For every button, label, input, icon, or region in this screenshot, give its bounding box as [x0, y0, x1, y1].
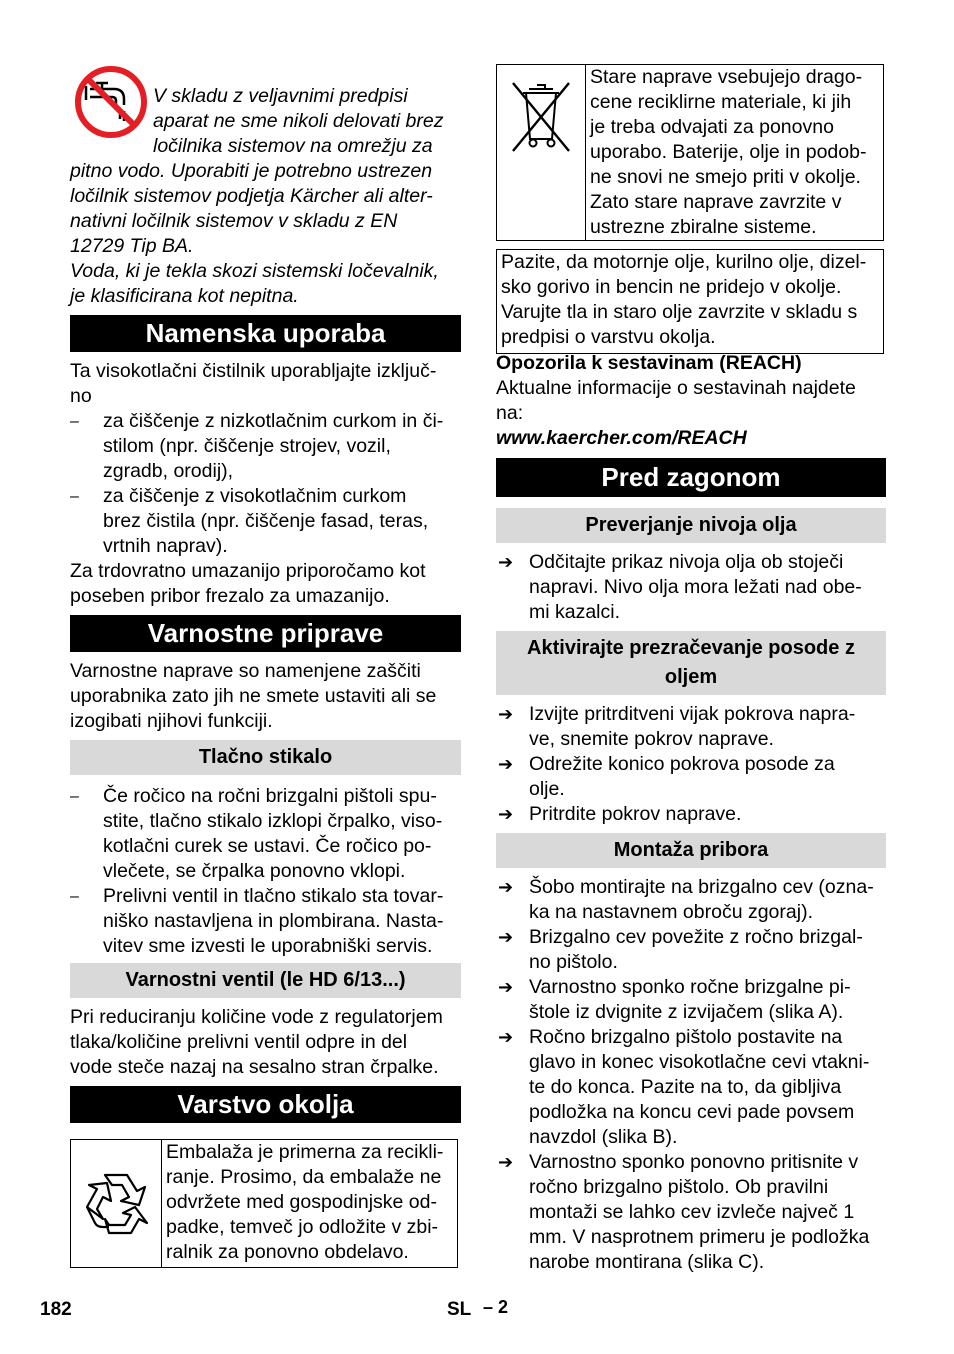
oil-check-list — [496, 550, 886, 625]
section-title: Varstvo okolja — [70, 1086, 461, 1123]
arrow-icon: ➔ — [498, 804, 514, 824]
arrow-icon: ➔ — [498, 1027, 514, 1047]
intro-text-short: V skladu z veljavnimi predpisi aparat ne sme nikoli delovati brez ločilnika sistemov na omrežju za — [153, 85, 444, 157]
reach-title: Opozorila k sestavinam (REACH) — [496, 352, 802, 374]
list-item: ➔ Brizgalno cev povežite z ročno brizgal- no pištolo. — [498, 926, 863, 973]
list-item: ➔ Pritrdite pokrov naprave. — [498, 803, 742, 825]
venting-list — [496, 702, 886, 827]
crossed-bin-icon — [497, 65, 586, 240]
list-item: ➔ Odčitajte prikaz nivoja olja ob stoječi napravi. Nivo olja mora ležati nad obe- mi kazalci. — [498, 551, 862, 623]
section-reach: Opozorila k sestavinam (REACH) Aktualne informacije o sestavinah najdete na: www.kaercher.com/REACH — [496, 351, 886, 451]
section-okolje — [70, 1086, 461, 1268]
section-olje — [496, 508, 886, 625]
pressure-switch-list — [70, 784, 461, 959]
section-title: Varnostne priprave — [70, 615, 461, 652]
recycle-icon — [71, 1140, 162, 1267]
language-code: SL — [447, 1299, 472, 1320]
list-item: ➔ Varnostno sponko ponovno pritisnite v ročno brizgalno pištolo. Ob pravilni montaži se lahko cev izvleče največ 1 mm. V nasprotnem primeru je podložka narobe montirana (slika C). — [498, 1151, 870, 1273]
section-varnostne: Varnostne priprave Varnostne naprave so namenjene zaščiti uporabnika zato jih ne smete ustaviti ali se izogibati njihovi funkciji. — [70, 615, 461, 734]
page-number: 182 — [40, 1299, 72, 1320]
list-item: ➔ Varnostno sponko ročne brizgalne pi- štole iz dvignite z izvijačem (slika A). — [498, 976, 851, 1023]
page-sub-number: – 2 — [483, 1297, 509, 1317]
list-item: – Prelivni ventil in tlačno stikalo sta tovar- niško nastavljena in plombirana. Nasta- vitev sme izvesti le uporabniški servis. — [70, 884, 461, 959]
arrow-icon: ➔ — [498, 977, 514, 997]
section-prezracevanje — [496, 631, 886, 827]
arrow-icon: ➔ — [498, 1152, 514, 1172]
subsection-title: Varnostni ventil (le HD 6/13...) — [70, 963, 461, 998]
arrow-icon: ➔ — [498, 754, 514, 774]
subsection-title: Aktivirajte prezračevanje posode z oljem — [496, 631, 886, 695]
section-tlacno — [70, 740, 461, 959]
list-item: – za čiščenje z visokotlačnim curkom brez čistila (npr. čiščenje fasad, teras, vrtnih naprav). — [70, 484, 461, 559]
list-item: – za čiščenje z nizkotlačnim curkom in či- stilom (npr. čiščenje strojev, vozil, zgradb, orodij), — [70, 409, 461, 484]
section-montaza — [496, 833, 886, 1275]
no-drinking-water-icon — [74, 65, 148, 139]
subsection-title: Tlačno stikalo — [70, 740, 461, 775]
section-ventil: Varnostni ventil (le HD 6/13...) Pri reduciranju količine vode z regulatorjem tlaka/količine prelivni ventil odpre in del vode steče nazaj na sesalno stran črpalke. — [70, 963, 461, 1080]
section-title: Namenska uporaba — [70, 315, 461, 352]
list-item: ➔ Izvijte pritrditveni vijak pokrova napra- ve, snemite pokrov naprave. — [498, 703, 856, 750]
section-pred-zagonom — [496, 458, 886, 497]
subsection-title: Preverjanje nivoja olja — [496, 508, 886, 543]
arrow-icon: ➔ — [498, 704, 514, 724]
list-item: ➔ Ročno brizgalno pištolo postavite na glavo in konec visokotlačne cevi vtakni- te do konca. Pazite na to, da gibljiva podložka na koncu cevi pade povsem navzdol (slika B). — [498, 1026, 870, 1148]
arrow-icon: ➔ — [498, 877, 514, 897]
list-item: ➔ Šobo montirajte na brizgalno cev (ozna- ka na nastavnem obroču zgoraj). — [498, 876, 874, 923]
arrow-icon: ➔ — [498, 552, 514, 572]
reach-link[interactable]: www.kaercher.com/REACH — [496, 427, 747, 449]
list-item: ➔ Odrežite konico pokrova posode za olje. — [498, 753, 835, 800]
arrow-icon: ➔ — [498, 927, 514, 947]
weee-box: Stare naprave vsebujejo drago- cene reciklirne materiale, ki jih je treba odvajati za ponovno uporabo. Baterije, olje in podob- ne snovi ne smejo priti v okolje. Zato stare naprave zavrzite v ustrezne zbiralne sisteme. — [496, 64, 884, 241]
usage-list — [70, 409, 461, 559]
section-title: Pred zagonom — [496, 458, 886, 497]
intro-text-full: pitno vodo. Uporabiti je potrebno ustrezen ločilnik sistemov podjetja Kärcher ali alter- nativni ločilnik sistemov v skladu z EN 12729 Tip BA. Voda, ki je tekla skozi sistemski ločevalnik, je klasificirana kot nepitna. — [70, 160, 439, 307]
section-namenska: Namenska uporaba Ta visokotlačni čistilnik uporabljajte izključ- no – za čiščenje z nizkotlačnim curkom in či- stilom (npr. čiščenje strojev, vozil, zgradb, orodij), – za čiščenje z visokotlačnim curkom brez čistila (npr. čiščenje fasad, teras, vrtnih naprav). Za trdovratno umazanijo priporočamo kot poseben pribor frezalo za umazanijo. — [70, 315, 461, 609]
subsection-title: Montaža pribora — [496, 833, 886, 868]
list-item: – Če ročico na ročni brizgalni pištoli spu- stite, tlačno stikalo izklopi črpalko, viso- kotlačni curek se ustavi. Če ročico po- vlečete, se črpalka ponovno vklopi. — [70, 784, 461, 884]
oil-warning-box: Pazite, da motornje olje, kurilno olje, dizel- sko gorivo in bencin ne pridejo v okolje. Varujte tla in staro olje zavrzite v skladu s predpisi o varstvu okolja. — [496, 249, 884, 354]
assembly-list — [496, 875, 886, 1275]
recycle-box: Embalaža je primerna za recikli- ranje. Prosimo, da embalaže ne odvržete med gospodinjske od- padke, temveč jo odložite v zbi- ralnik za ponovno obdelavo. — [70, 1139, 458, 1268]
